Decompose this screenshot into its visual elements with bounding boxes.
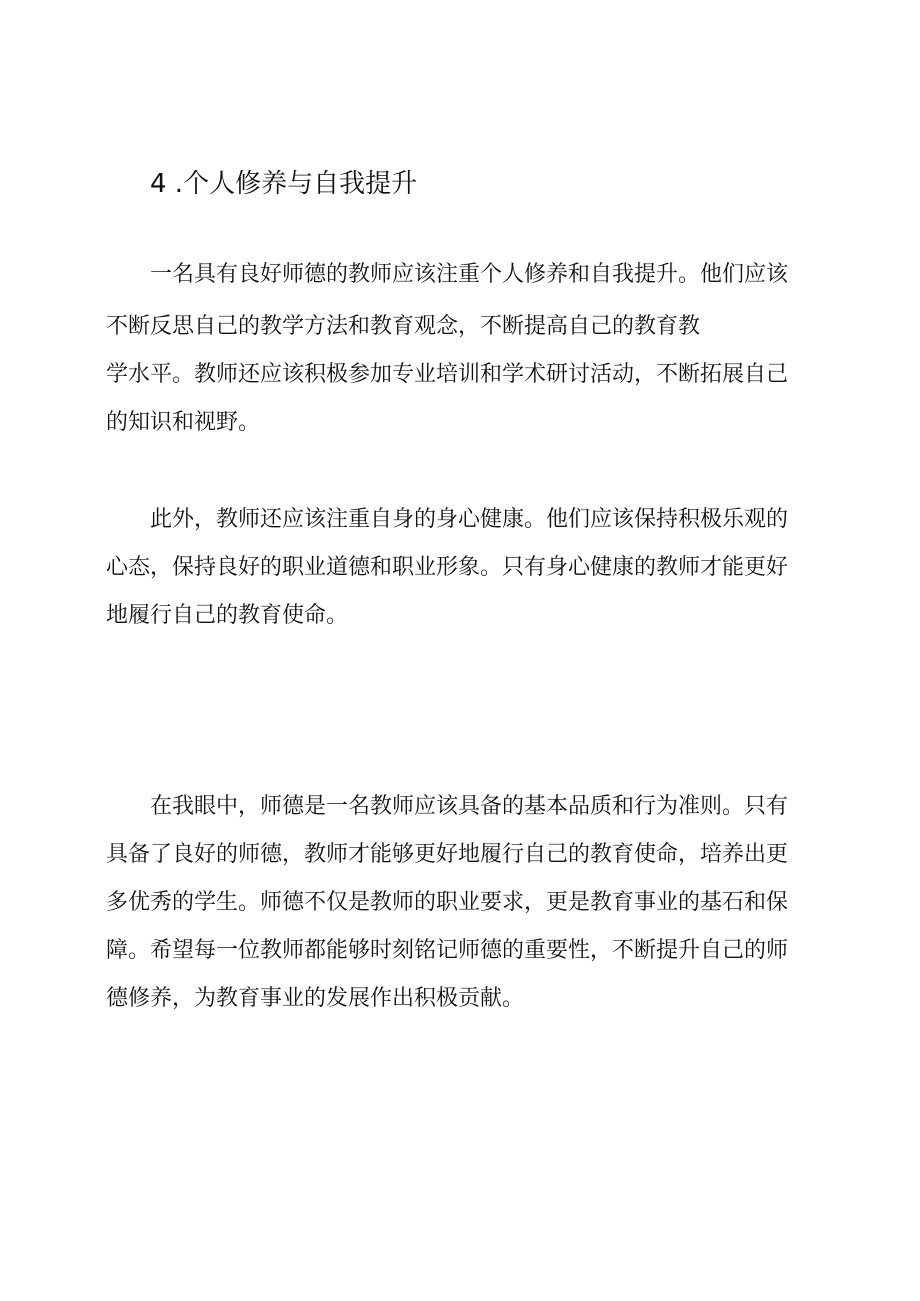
paragraph-line: 不断反思自己的教学方法和教育观念，不断提高自己的教育教 xyxy=(106,314,701,339)
paragraph-line: 的知识和视野。 xyxy=(106,410,261,435)
paragraph-line: 在我眼中，师德是一名教师应该具备的基本品质和行为准则。只有 xyxy=(150,794,789,819)
paragraph-health xyxy=(106,496,826,640)
section-heading: 4 .个人修养与自我提升 xyxy=(150,169,418,199)
paragraph-line: 具备了良好的师德，教师才能够更好地履行自己的教育使命，培养出更 xyxy=(106,842,789,867)
paragraph-line: 此外，教师还应该注重自身的身心健康。他们应该保持积极乐观的 xyxy=(150,507,789,532)
paragraph-line: 德修养，为教育事业的发展作出积极贡献。 xyxy=(106,986,525,1011)
paragraph-line: 一名具有良好师德的教师应该注重个人修养和自我提升。他们应该 xyxy=(150,262,789,287)
paragraph-conclusion xyxy=(106,783,826,1023)
paragraph-line: 地履行自己的教育使命。 xyxy=(106,603,349,628)
paragraph-line: 学水平。教师还应该积极参加专业培训和学术研讨活动，不断拓展自己 xyxy=(106,362,789,387)
paragraph-line: 障。希望每一位教师都能够时刻铭记师德的重要性，不断提升自己的师 xyxy=(106,938,789,963)
paragraph-line: 心态，保持良好的职业道德和职业形象。只有身心健康的教师才能更好 xyxy=(106,555,789,580)
paragraph-line: 多优秀的学生。师德不仅是教师的职业要求，更是教育事业的基石和保 xyxy=(106,890,789,915)
paragraph-self-improvement xyxy=(106,251,826,447)
